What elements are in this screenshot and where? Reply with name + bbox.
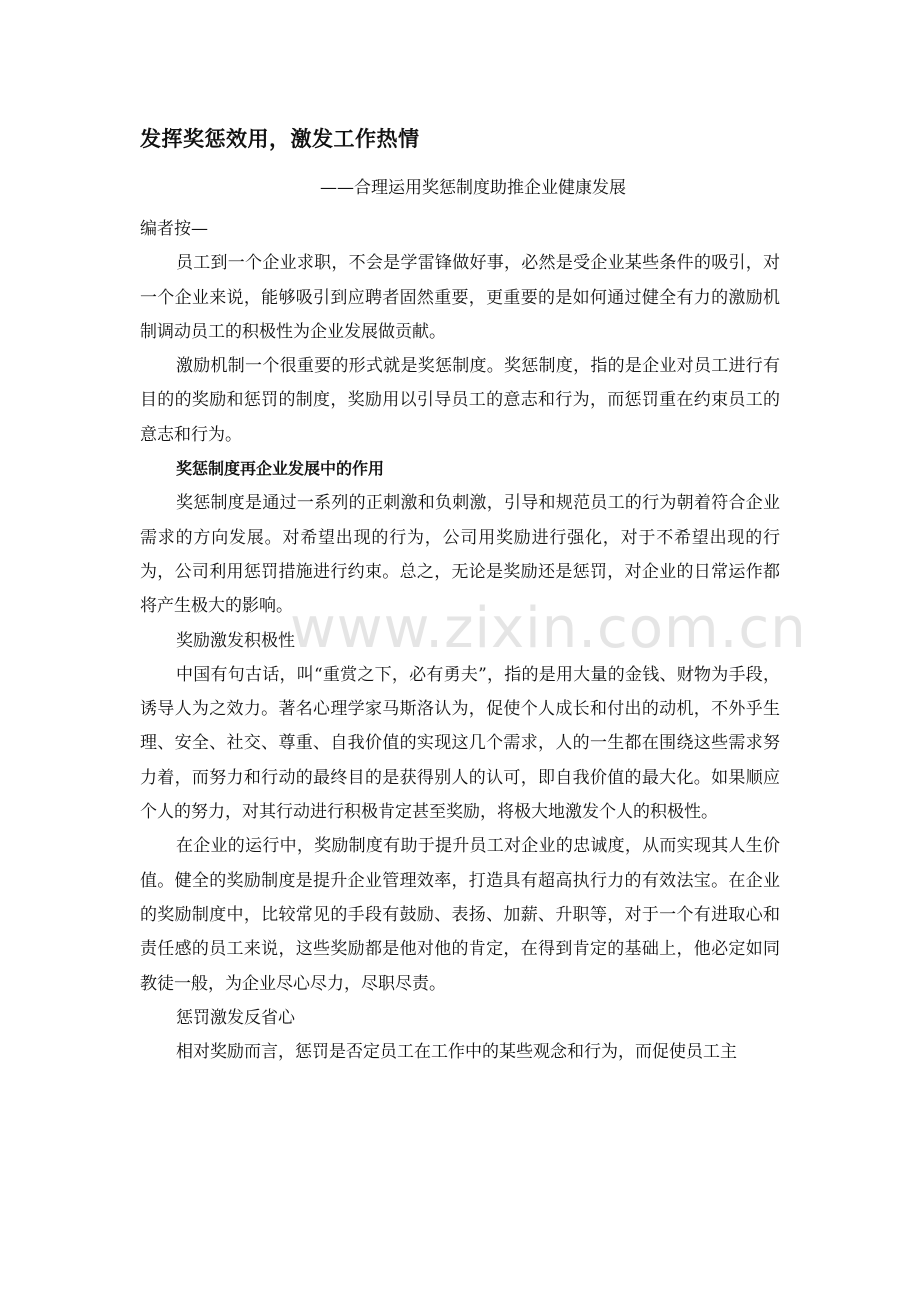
document-body (140, 212, 780, 1069)
subheading-punishment: 惩罚激发反省心 (176, 1007, 295, 1028)
subheading-reward: 奖励激发积极性 (176, 630, 295, 651)
document-title: 发挥奖惩效用，激发工作热情 (140, 127, 420, 151)
paragraph-4: 中国有句古话，叫“重赏之下，必有勇夫”，指的是用大量的金钱、财物为手段，诱导人为之效力。著名心理学家马斯洛认为，促使个人成长和付出的动机，不外乎生理、安全、社交、尊重、自我价值的实现这几个需求，人的一生都在围绕这些需求努力着，而努力和行动的最终目的是获得别人的认可，即自我价值的最大化。如果顺应个人的努力，对其行动进行积极肯定甚至奖励，将极大地激发个人的积极性。 (140, 664, 780, 823)
paragraph-3: 奖惩制度是通过一系列的正刺激和负刺激，引导和规范员工的行为朝着符合企业需求的方向发展。对希望出现的行为，公司用奖励进行强化，对于不希望出现的行为，公司利用惩罚措施进行约束。总之，无论是奖励还是惩罚，对企业的日常运作都将产生极大的影响。 (140, 493, 780, 617)
paragraph-1: 员工到一个企业求职，不会是学雷锋做好事，必然是受企业某些条件的吸引，对一个企业来说，能够吸引到应聘者固然重要，更重要的是如何通过健全有力的激励机制调动员工的积极性为企业发展做贡献。 (140, 253, 780, 342)
paragraph-2: 激励机制一个很重要的形式就是奖惩制度。奖惩制度，指的是企业对员工进行有目的的奖励和惩罚的制度，奖励用以引导员工的意志和行为，而惩罚重在约束员工的意志和行为。 (140, 356, 780, 445)
paragraph-5: 在企业的运行中，奖励制度有助于提升员工对企业的忠诚度，从而实现其人生价值。健全的奖励制度是提升企业管理效率，打造具有超高执行力的有效法宝。在企业的奖励制度中，比较常见的手段有鼓励、表扬、加薪、升职等，对于一个有进取心和责任感的员工来说，这些奖励都是他对他的肯定，在得到肯定的基础上，他必定如同教徒一般，为企业尽心尽力，尽职尽责。 (140, 836, 780, 994)
watermark: www.zixin.com.cn (290, 596, 807, 661)
paragraph-6: 相对奖励而言，惩罚是否定员工在工作中的某些观念和行为，而促使员工主 (176, 1042, 737, 1063)
document-subtitle: ——合理运用奖惩制度助推企业健康发展 (320, 178, 626, 198)
section-heading-role: 奖惩制度再企业发展中的作用 (176, 459, 385, 479)
editor-note-label: 编者按— (140, 219, 208, 239)
